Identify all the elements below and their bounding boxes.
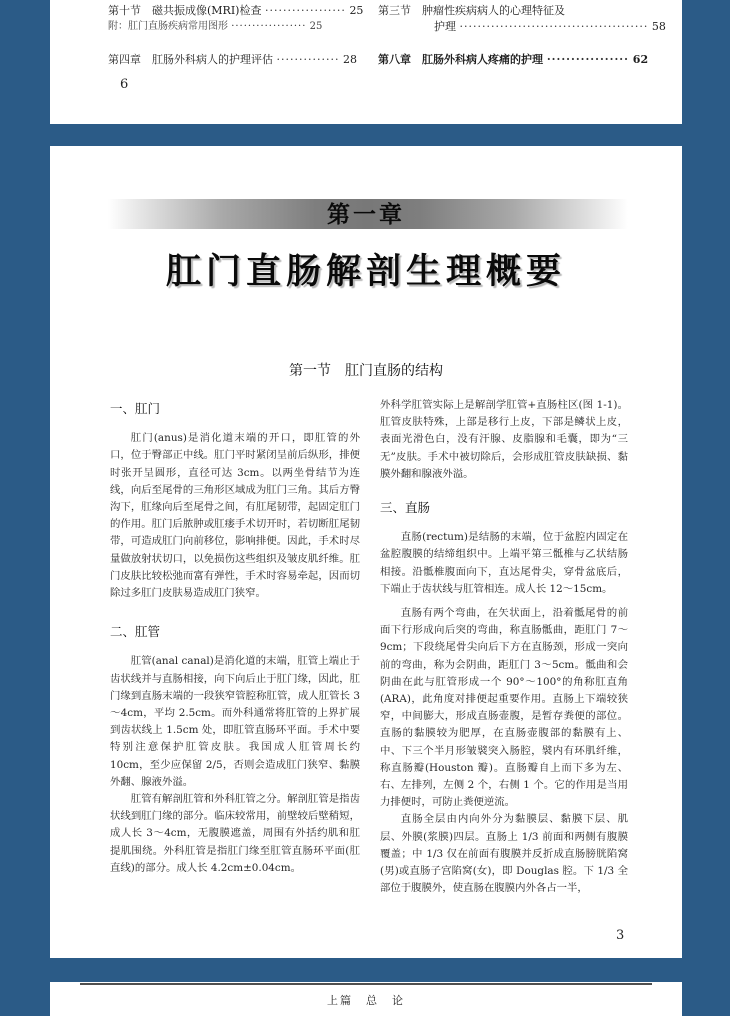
paragraph: 直肠全层由内向外分为黏膜层、黏膜下层、肌层、外膜(浆膜)四层。直肠上 1/3 前面和两侧有腹膜覆盖；中 1/3 仅在前面有腹膜并反折成直肠膀胱陷窝(男)或直肠子宫陷窝(女)，即 Douglas 腔。下 1/3 全部位于腹膜外，使直肠在腹膜内外各占一半， xyxy=(380,813,628,895)
header-rule xyxy=(80,983,652,985)
paragraph: 直肠(rectum)是结肠的末端，位于盆腔内固定在盆腔腹膜的结缔组织中。上端平第三骶椎与乙状结肠相接。沿骶椎腹面向下，直达尾骨尖，穿骨盆底后，下端止于齿状线与肛管相连。成人长 12～15cm。 xyxy=(380,531,628,595)
paragraph: 直肠有两个弯曲，在矢状面上，沿着骶尾骨的前面下行形成向后突的弯曲，称直肠骶曲，距肛门 7～9cm；下段绕尾骨尖向后下方在直肠颈，形成一突向前的弯曲，称为会阴曲，距肛门 3～5cm。骶曲和会阴曲在此与肛管形成一个 90°～100°的角称肛直角(ARA)，此角度对排便起重要作用。直肠上下端较狭窄，中间膨大，形成直肠壶腹，是暂存粪便的部位。直肠的黏膜较为肥厚，在直肠壶腹部的黏膜有上、中、下三个半月形皱襞突入肠腔，襞内有环肌纤维，称直肠瓣(Houston 瓣)。直肠瓣自上而下多为左、右、左排列，左侧 2 个，右侧 1 个。它的作用是当用力排便时，可防止粪便逆流。 xyxy=(380,607,628,809)
right-column xyxy=(380,397,628,897)
paragraph: 外科学肛管实际上是解剖学肛管+直肠柱区(图 1-1)。肛管皮肤特殊，上部是移行上皮，下部是鳞状上皮，表面光滑色白，没有汗腺、皮脂腺和毛囊，即为“三无”皮肤。手术中被切除后，会形成肛管皮肤缺损、黏膜外翻和腺液外溢。 xyxy=(380,399,628,480)
page-number: 3 xyxy=(616,928,625,943)
toc-row[interactable]: 护理 ·········································· 58 xyxy=(434,20,666,33)
previous-page-toc xyxy=(50,0,682,124)
toc-row[interactable]: 附：肛门直肠疾病常用图形 ·················· 25 xyxy=(108,21,323,32)
page-number: 6 xyxy=(120,77,129,92)
running-header: 上篇 总 论 xyxy=(327,994,405,1007)
toc-row[interactable]: 第十节 磁共振成像(MRI)检查 ·················· 25 xyxy=(108,4,364,17)
chapter-page xyxy=(50,146,682,958)
toc-row[interactable]: 第八章 肛肠外科病人疼痛的护理 ················· 62 xyxy=(378,53,649,66)
heading-rectum: 三、直肠 xyxy=(380,500,431,516)
toc-row[interactable]: 第三节 肿瘤性疾病病人的心理特征及 xyxy=(378,4,565,17)
chapter-title: 肛门直肠解剖生理概要 xyxy=(165,252,566,292)
toc-row[interactable]: 第四章 肛肠外科病人的护理评估 ·············· 28 xyxy=(108,53,357,66)
heading-anal-canal: 二、肛管 xyxy=(110,624,161,640)
section-title: 第一节 肛门直肠的结构 xyxy=(289,363,443,379)
heading-anus: 一、肛门 xyxy=(110,401,161,416)
paragraph: 肛门(anus)是消化道末端的开口，即肛管的外口，位于臀部正中线。肛门平时紧闭呈前后纵形，排便时张开呈圆形，直径可达 3cm。以两坐骨结节为连线，向后至尾骨的三角形区域成为肛门三角。其后方臀沟下，肛缘向后至尾骨之间，有肛尾韧带，起固定肛门的作用。肛门后脓肿或肛瘘手术切开时，若切断肛尾韧带，可造成肛门向前移位，影响排便。因此，手术时尽量做放射状切口，以免损伤这些组织及皱皮肌纤维。肛门皮肤比较松弛而富有弹性，手术时容易牵起，因而切除过多肛门皮肤易造成肛门狭窄。 xyxy=(110,432,360,600)
left-column xyxy=(110,400,360,877)
paragraph: 肛管(anal canal)是消化道的末端，肛管上端止于齿状线并与直肠相接，向下向后止于肛门缘，因此，肛门缘到直肠末端的一段狭窄管腔称肛管，成人肛管长 3～4cm，平均 2.5cm。而外科通常将肛管的上界扩展到齿状线上 1.5cm 处，即肛管直肠环平面。手术中要特别注意保护肛管皮肤。我国成人肛管周长约 10cm，至少应保留 2/5，否则会造成肛门狭窄、黏膜外翻、腺液外溢。 xyxy=(110,655,360,788)
next-page-header xyxy=(50,982,682,1016)
chapter-number: 第一章 xyxy=(327,202,405,228)
paragraph: 肛管有解剖肛管和外科肛管之分。解剖肛管是指齿状线到肛门缘的部分。临床较常用，前壁较后壁稍短，成人长 3～4cm，无腹膜遮盖，周围有外括约肌和肛提肌围绕。外科肛管是指肛门缘至肛管直肠环平面(肛直线)的部分。成人长 4.2cm±0.04cm。 xyxy=(110,793,360,874)
